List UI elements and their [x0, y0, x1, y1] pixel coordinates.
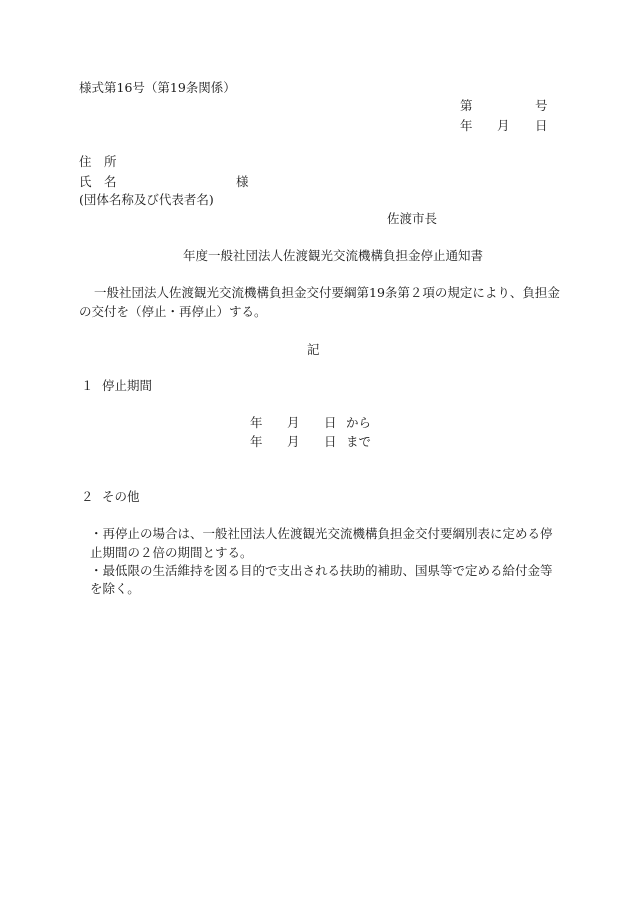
honorific: 様 — [236, 174, 249, 189]
date-year: 年 — [460, 118, 473, 133]
from-suffix: から — [346, 415, 372, 430]
issuer: 佐渡市長 — [387, 211, 438, 226]
to-month: 月 — [287, 434, 300, 449]
section2-heading: その他 — [102, 489, 140, 504]
note-item-2-line-1: ・最低限の生活維持を図る目的で支出される扶助的補助、国県等で定める給付金等 — [90, 563, 553, 578]
doc-number-suffix: 号 — [535, 98, 548, 113]
form-number: 様式第16号（第19条関係） — [79, 80, 236, 95]
section1-heading: 停止期間 — [102, 378, 153, 393]
date-month: 月 — [497, 118, 510, 133]
org-note: (団体名称及び代表者名) — [79, 192, 214, 207]
doc-number-prefix: 第 — [460, 98, 473, 113]
address-label: 住 所 — [79, 154, 117, 169]
note-item-1-line-2: 止期間の２倍の期間とする。 — [90, 545, 253, 560]
to-suffix: まで — [346, 434, 372, 449]
section1-number: １ — [81, 378, 94, 393]
note-item-2-line-2: を除く。 — [90, 581, 140, 596]
body-line-2: の交付を（停止・再停止）する。 — [79, 304, 267, 319]
document-title: 年度一般社団法人佐渡観光交流機構負担金停止通知書 — [183, 248, 484, 263]
ki-heading: 記 — [307, 342, 320, 357]
from-year: 年 — [250, 415, 263, 430]
note-item-1-line-1: ・再停止の場合は、一般社団法人佐渡観光交流機構負担金交付要綱別表に定める停 — [90, 526, 553, 541]
from-day: 日 — [324, 415, 337, 430]
to-year: 年 — [250, 434, 263, 449]
name-label: 氏 名 — [79, 174, 117, 189]
section2-number: ２ — [81, 489, 94, 504]
body-line-1: 一般社団法人佐渡観光交流機構負担金交付要綱第19条第２項の規定により、負担金 — [94, 285, 560, 300]
to-day: 日 — [324, 434, 337, 449]
date-day: 日 — [535, 118, 548, 133]
from-month: 月 — [287, 415, 300, 430]
